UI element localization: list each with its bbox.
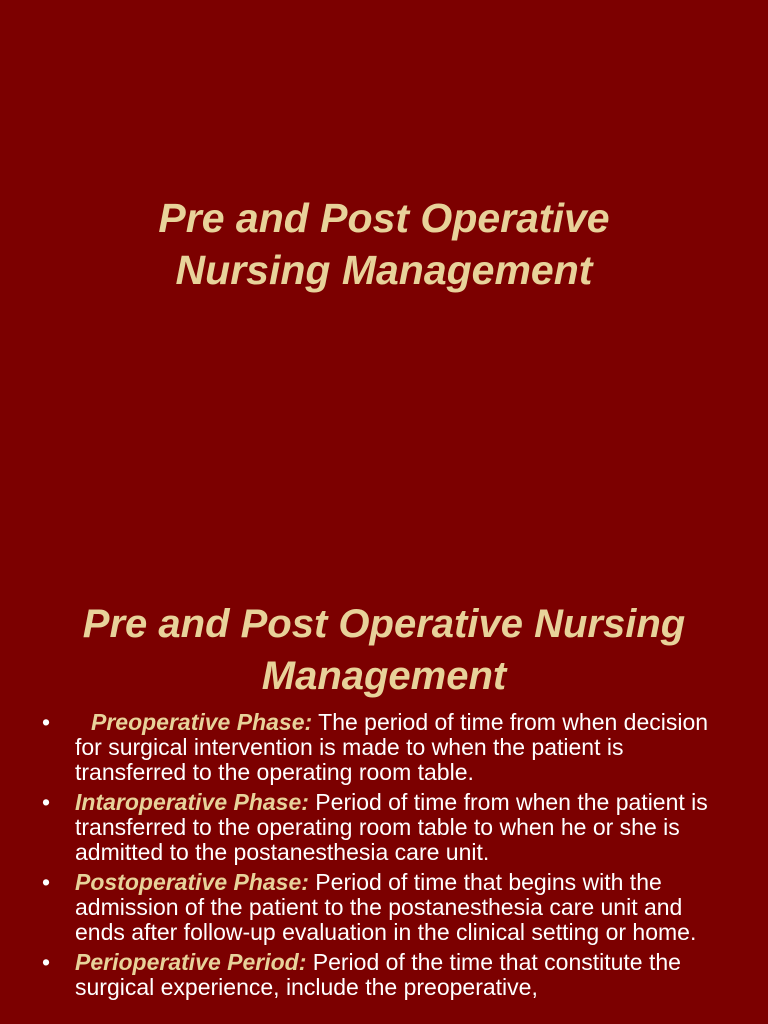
bullet-text: Period of time from when the patient is transferred to the operating room table to when he or she is admitted to the postanesthesia care unit. bbox=[75, 789, 708, 865]
phase-bullet-list bbox=[0, 710, 768, 1005]
bullet-text: Period of time that begins with the admission of the patient to the postanesthesia care unit and ends after follow-up evaluation in the clinical setting or home. bbox=[75, 869, 697, 945]
title-line-1: Pre and Post Operative bbox=[158, 195, 610, 241]
content-slide-heading bbox=[0, 598, 768, 702]
bullet-preoperative bbox=[0, 710, 768, 785]
bullet-perioperative bbox=[0, 950, 768, 1000]
bullet-term: Intaroperative Phase: bbox=[75, 789, 309, 815]
bullet-term: Postoperative Phase: bbox=[75, 869, 309, 895]
heading-line-1: Pre and Post Operative Nursing bbox=[82, 602, 686, 646]
bullet-dot-icon: • bbox=[42, 869, 51, 895]
title-line-2: Nursing Management bbox=[175, 247, 593, 293]
bullet-dot-icon: • bbox=[42, 789, 51, 815]
bullet-term: Preoperative Phase: bbox=[91, 709, 313, 735]
bullet-term: Perioperative Period: bbox=[75, 949, 307, 975]
title-slide-heading bbox=[0, 192, 768, 296]
bullet-dot-icon: • bbox=[42, 709, 51, 735]
bullet-text: The period of time from when decision for surgical intervention is made to when the patient is transferred to the operating room table. bbox=[75, 709, 709, 785]
bullet-postoperative bbox=[0, 870, 768, 945]
content-slide bbox=[0, 576, 768, 1024]
heading-line-2: Management bbox=[261, 654, 507, 698]
bullet-text: Period of the time that constitute the surgical experience, include the preoperative, bbox=[75, 949, 681, 1000]
bullet-intraoperative bbox=[0, 790, 768, 865]
bullet-dot-icon: • bbox=[42, 949, 51, 975]
